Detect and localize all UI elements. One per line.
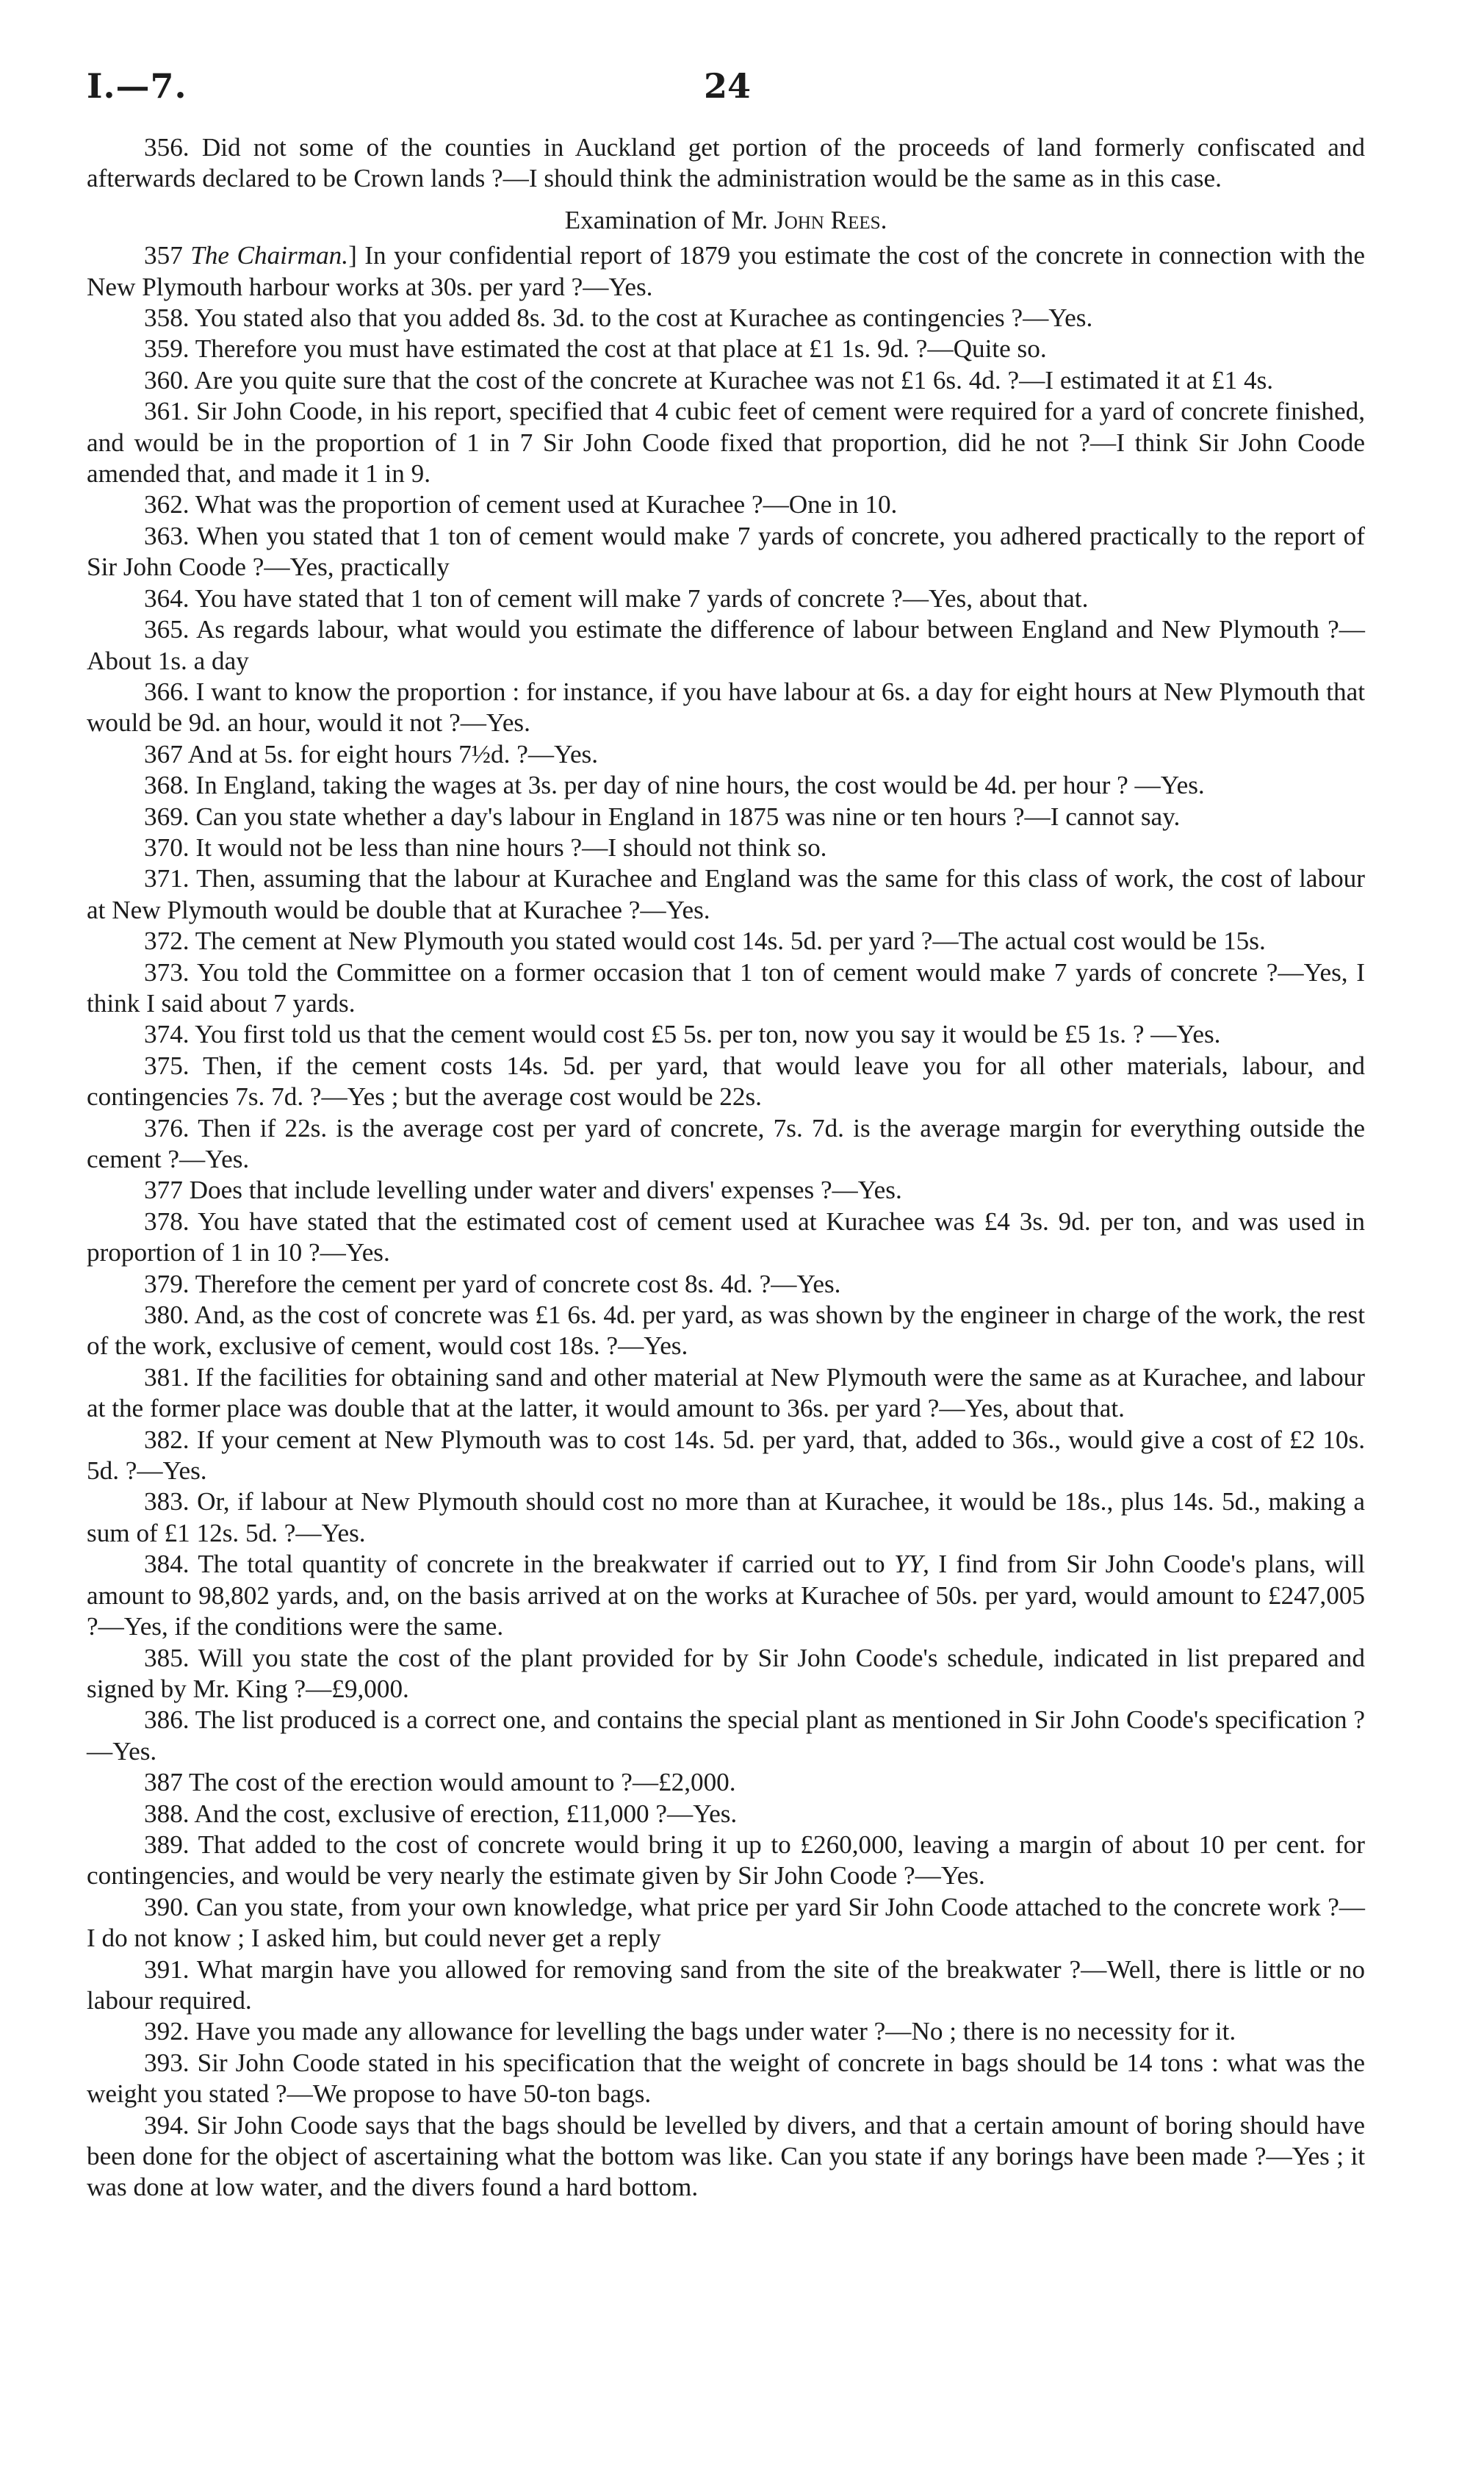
paragraph-text: 370. It would not be less than nine hours ?—I should not think so. [144,832,827,862]
page-header [87,66,1365,132]
paragraph-text: 387 The cost of the erection would amount to ?—£2,000. [144,1768,736,1797]
paragraph-text: 389. That added to the cost of concrete would bring it up to £260,000, leaving a margin of about 10 per cent. for contingencies, and would be very nearly the estimate given by Sir John Coode ?—Yes. [87,1830,1365,1891]
paragraph-text: 364. You have stated that 1 ton of cement will make 7 yards of concrete ?—Yes, about that. [144,583,1089,613]
paragraph-text: 388. And the cost, exclusive of erection, £11,000 ?—Yes. [144,1799,738,1828]
paragraph-italic: YY [894,1550,923,1579]
paragraph-text: 393. Sir John Coode stated in his specification that the weight of concrete in bags should be 14 tons : what was the weight you stated ?—We propose to have 50-ton bags. [87,2048,1365,2109]
witness-name: John Rees. [774,205,887,234]
paragraph-text: 369. Can you state whether a day's labour in England in 1875 was nine or ten hours ?—I cannot say. [144,802,1181,831]
paragraph [87,1705,1365,1767]
paragraph-text: 386. The list produced is a correct one, and contains the special plant as mentioned in Sir John Coode's specification ?—Yes. [87,1705,1365,1766]
paragraph-text: 368. In England, taking the wages at 3s. per day of nine hours, the cost would be 4d. per hour ? —Yes. [144,771,1205,800]
paragraph-text: 382. If your cement at New Plymouth was to cost 14s. 5d. per yard, that, added to 36s., would give a cost of £2 10s. 5d. ?—Yes. [87,1425,1365,1486]
paragraph [87,770,1365,801]
paragraph [87,1113,1365,1176]
paragraph [87,2016,1365,2047]
paragraph-text: 385. Will you state the cost of the plant provided for by Sir John Coode's schedule, indicated in list prepared and signed by Mr. King ?—£9,000. [87,1643,1365,1703]
paper-reference: I.—7. [87,66,187,106]
paragraph [87,1892,1365,1954]
paragraph-text: 394. Sir John Coode says that the bags should be levelled by divers, and that a certain amount of boring should have been done for the object of ascertaining what the bottom was like. Can you state if any borings have been made ?—Yes ; it was done at low water, and the divers found a hard bottom. [87,2110,1365,2202]
heading-prefix: Examination of Mr. [564,205,774,234]
paragraph-text: 371. Then, assuming that the labour at Kurachee and England was the same for this class of work, the cost of labour at New Plymouth would be double that at Kurachee ?—Yes. [87,864,1365,924]
paragraph-text: 358. You stated also that you added 8s. 3d. to the cost at Kurachee as contingencies ?—Yes. [144,303,1093,333]
paragraph [87,583,1365,614]
paragraph-text: 367 And at 5s. for eight hours 7½d. ?—Yes. [144,739,599,769]
document-body [87,132,1365,2204]
paragraph-text: 380. And, as the cost of concrete was £1 6s. 4d. per yard, as was shown by the engineer in charge of the work, the rest of the work, exclusive of cement, would cost 18s. ?—Yes. [87,1301,1365,1361]
paragraph [87,2110,1365,2204]
paragraph [87,1175,1365,1206]
paragraph [87,1486,1365,1549]
paragraph [87,1269,1365,1300]
paragraph-lead: 357 [144,241,191,270]
paragraph [87,802,1365,832]
paragraph-text: 378. You have stated that the estimated cost of cement used at Kurachee was £4 3s. 9d. per ton, and was used in proportion of 1 in 10 ?—Yes. [87,1206,1365,1267]
paragraph [87,677,1365,739]
paragraph-italic: The Chairman. [190,241,349,270]
paragraph [87,521,1365,583]
paragraph [87,1549,1365,1642]
paragraph-text: 375. Then, if the cement costs 14s. 5d. per yard, that would leave you for all other materials, labour, and contingencies 7s. 7d. ?—Yes ; but the average cost would be 22s. [87,1051,1365,1112]
paragraph [87,1830,1365,1892]
paragraph-text: 377 Does that include levelling under water and divers' expenses ?—Yes. [144,1176,902,1205]
paragraph-text: , I find from Sir John Coode's plans, will amount to 98,802 yards, and, on the basis arrived at on the works at Kurachee of 50s. per yard, would amount to £247,005 ?—Yes, if the conditions were the same. [87,1550,1365,1641]
paragraph [87,739,1365,770]
paragraph [87,863,1365,926]
paragraph [87,1206,1365,1269]
paragraph [87,1643,1365,1705]
paragraph-text: 376. Then if 22s. is the average cost per yard of concrete, 7s. 7d. is the average margin for everything outside the cement ?—Yes. [87,1113,1365,1173]
page-number: 24 [704,66,752,106]
paragraph-text: 362. What was the proportion of cement used at Kurachee ?—One in 10. [144,490,898,519]
paragraph [87,614,1365,677]
paragraph [87,132,1365,195]
paragraph [87,832,1365,863]
paragraph-text: 390. Can you state, from your own knowledge, what price per yard Sir John Coode attached to the concrete work ?—I do not know ; I asked him, but could never get a reply [87,1892,1365,1953]
paragraph-text: 360. Are you quite sure that the cost of the concrete at Kurachee was not £1 6s. 4d. ?—I estimated it at £1 4s. [144,365,1274,395]
paragraph [87,1954,1365,2017]
paragraph [87,1051,1365,1113]
paragraph-text: 356. Did not some of the counties in Auckland get portion of the proceeds of land formerly confiscated and afterwards declared to be Crown lands ?—I should think the administration would be the same as in this case. [87,133,1365,193]
paragraph [87,365,1365,396]
paragraph [87,1300,1365,1362]
paragraph-text: 379. Therefore the cement per yard of concrete cost 8s. 4d. ?—Yes. [144,1269,841,1298]
paragraph [87,957,1365,1020]
paragraph [87,240,1365,303]
paragraph-text: 372. The cement at New Plymouth you stated would cost 14s. 5d. per yard ?—The actual cost would be 15s. [144,927,1266,956]
paragraph [87,489,1365,520]
paragraph [87,334,1365,364]
paragraph-text: 361. Sir John Coode, in his report, specified that 4 cubic feet of cement were required for a yard of concrete finished, and would be in the proportion of 1 in 7 Sir John Coode fixed that proportion, did he not ?—I think Sir John Coode amended that, and made it 1 in 9. [87,397,1365,489]
paragraph [87,303,1365,334]
paragraph-text: 359. Therefore you must have estimated the cost at that place at £1 1s. 9d. ?—Quite so. [144,334,1047,364]
paragraph [87,1425,1365,1487]
section-heading [87,205,1365,236]
paragraph-text: 392. Have you made any allowance for levelling the bags under water ?—No ; there is no necessity for it. [144,2017,1236,2046]
document-page [87,66,1365,2204]
paragraph-text: 374. You first told us that the cement would cost £5 5s. per ton, now you say it would be £5 1s. ? —Yes. [144,1020,1221,1049]
paragraph [87,926,1365,957]
paragraph-text: 381. If the facilities for obtaining sand and other material at New Plymouth were the same as at Kurachee, and labour at the former place was double that at the latter, it would amount to 36s. per yard ?—Yes, about that. [87,1362,1365,1423]
paragraph [87,1019,1365,1050]
paragraph [87,1767,1365,1798]
paragraph-text: ] In your confidential report of 1879 you estimate the cost of the concrete in connection with the New Plymouth harbour works at 30s. per yard ?—Yes. [87,241,1365,301]
paragraph-text: 365. As regards labour, what would you estimate the difference of labour between England and New Plymouth ?—About 1s. a day [87,615,1365,675]
paragraph-text: 373. You told the Committee on a former occasion that 1 ton of cement would make 7 yards of concrete ?—Yes, I think I said about 7 yards. [87,957,1365,1018]
paragraph [87,1799,1365,1830]
paragraph [87,396,1365,489]
paragraph-text: 391. What margin have you allowed for removing sand from the site of the breakwater ?—Well, there is little or no labour required. [87,1954,1365,2015]
paragraph-text: 363. When you stated that 1 ton of cement would make 7 yards of concrete, you adhered practically to the report of Sir John Coode ?—Yes, practically [87,521,1365,582]
paragraph-lead: 384. The total quantity of concrete in the breakwater if carried out to [144,1550,894,1579]
paragraph-text: 366. I want to know the proportion : for instance, if you have labour at 6s. a day for eight hours at New Plymouth that would be 9d. an hour, would it not ?—Yes. [87,677,1365,738]
paragraph-text: 383. Or, if labour at New Plymouth should cost no more than at Kurachee, it would be 18s., plus 14s. 5d., making a sum of £1 12s. 5d. ?—Yes. [87,1487,1365,1547]
paragraph [87,1362,1365,1425]
paragraph [87,2048,1365,2110]
